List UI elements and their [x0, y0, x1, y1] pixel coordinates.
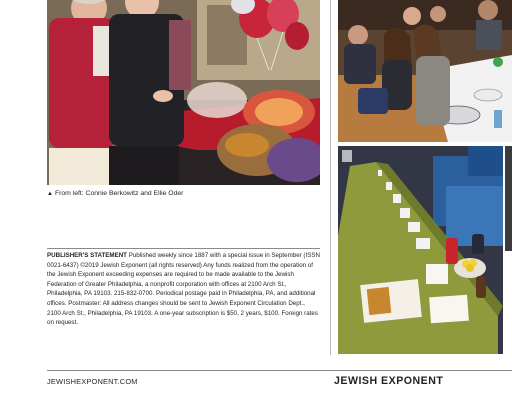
- caption-text: From left: Connie Berkowitz and Ellie Oder: [54, 190, 184, 197]
- footer-divider: [47, 370, 512, 371]
- photo-women-gift-baskets: [47, 0, 320, 185]
- photo-caption: [47, 189, 322, 199]
- divider-line: [47, 248, 320, 249]
- column-divider: [330, 0, 331, 355]
- publisher-statement: [47, 251, 320, 328]
- photo-women-at-table: [338, 0, 512, 142]
- adjacent-photo-edge: [505, 146, 512, 251]
- footer-website-url[interactable]: JEWISHEXPONENT.COM: [47, 377, 138, 386]
- footer-publication-title: JEWISH EXPONENT: [334, 375, 444, 387]
- publisher-heading: PUBLISHER'S STATEMENT: [47, 252, 127, 259]
- caption-triangle-icon: ▲: [47, 191, 53, 197]
- publisher-body: Published weekly since 1887 with a special issue in September (ISSN 0021-6437) ©2019 Jewish Exponent (all rights reserved) Any funds realized from the operation of the Jewish Exponent exceeding expenses are required to be made available to the Jewish Federation of Greater Philadelphia, a nonprofit corporation with offices at 2100 Arch St., Philadelphia, PA 19103. 215-832-0700. Periodical postage paid in Philadelphia, PA, and additional offices. Postmaster: All address changes should be sent to Jewish Exponent Circulation Dept., 2100 Arch St., Philadelphia, PA 19103. A one-year subscription is $50, 2 years, $100. Foreign rates on request.: [47, 252, 320, 327]
- photo-registration-table: [338, 146, 503, 354]
